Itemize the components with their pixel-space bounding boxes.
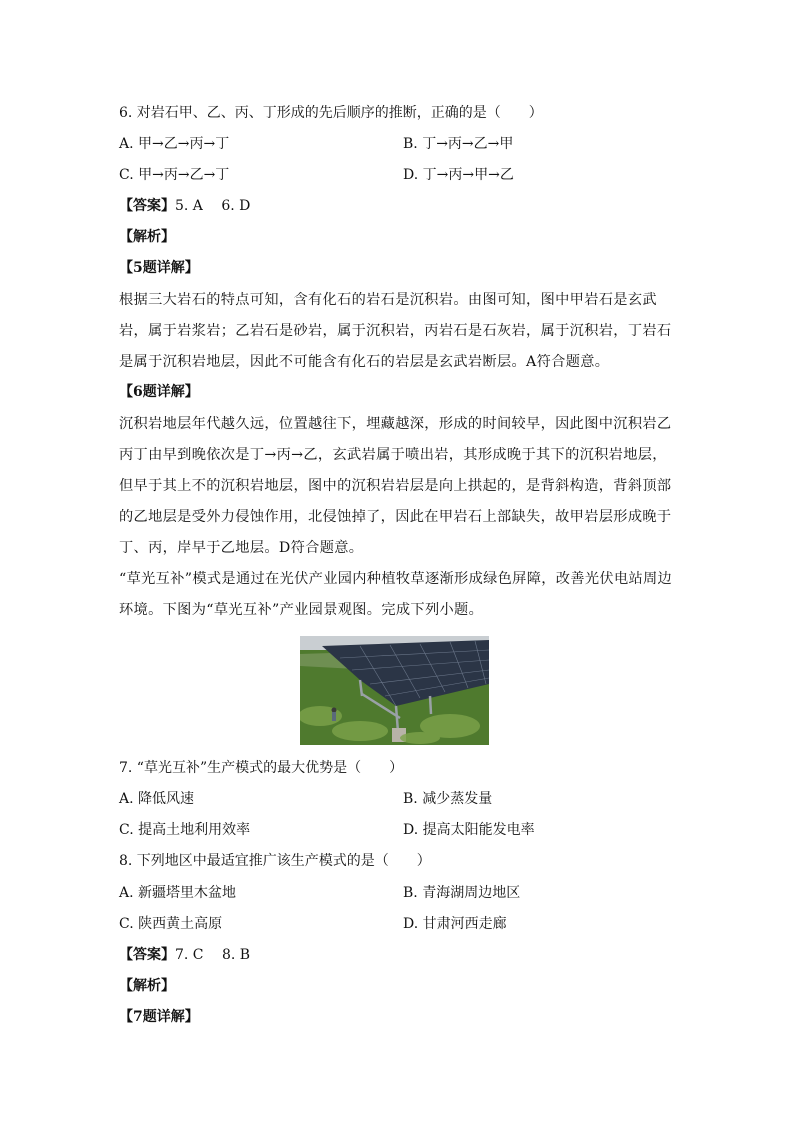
detail-6-text: 沉积岩地层年代越久远，位置越往下，埋藏越深，形成的时间较早，因此图中沉积岩乙丙丁由早到晚依次是丁→丙→乙，玄武岩属于喷出岩，其形成晚于其下的沉积岩地层，但早于其上不的沉积岩地层，图中的沉积岩岩层是向上拱起的，是背斜构造，背斜顶部的乙地层是受外力侵蚀作用，北侵蚀掉了，因此在甲岩石上部缺失，故甲岩层形成晚于丁、丙，岸早于乙地层。D符合题意。	[119, 416, 672, 556]
answer-line-7-8	[119, 945, 250, 965]
q7-option-c: C. 提高土地利用效率	[119, 822, 251, 838]
q8-option-d: D. 甘肃河西走廊	[403, 916, 507, 932]
answer-label: 【答案】	[119, 198, 175, 214]
answer-line-5-6	[119, 196, 250, 216]
intro-text: “草光互补”模式是通过在光伏产业园内种植牧草逐渐形成绿色屏障，改善光伏电站周边环境。下图为“草光互补”产业园景观图。完成下列小题。	[119, 571, 673, 618]
detail-5-text: 根据三大岩石的特点可知，含有化石的岩石是沉积岩。由图可知，图中甲岩石是玄武岩，属于岩浆岩；乙岩石是砂岩，属于沉积岩，丙岩石是石灰岩，属于沉积岩，丁岩石是属于沉积岩地层，因此不可能含有化石的岩层是玄武岩断层。A符合题意。	[119, 292, 672, 370]
q8-option-a: A. 新疆塔里木盆地	[119, 885, 237, 901]
q7-option-d: D. 提高太阳能发电率	[403, 822, 535, 838]
analysis-heading: 【解析】	[119, 229, 175, 245]
q8-option-b: B. 青海湖周边地区	[403, 885, 521, 901]
solar-grass-photo	[300, 636, 489, 745]
q7-option-b: B. 减少蒸发量	[403, 791, 493, 807]
detail-6-heading: 【6题详解】	[119, 384, 199, 400]
q6-option-d: D. 丁→丙→甲→乙	[403, 167, 514, 183]
person-figure	[332, 708, 337, 722]
q7-option-a: A. 降低风速	[119, 791, 195, 807]
q6-option-a: A. 甲→乙→丙→丁	[119, 136, 230, 152]
question-7-stem: 7. “草光互补”生产模式的最大优势是（ ）	[119, 760, 404, 776]
photo-illustration	[300, 636, 489, 745]
q6-option-b: B. 丁→丙→乙→甲	[403, 136, 514, 152]
question-8-stem: 8. 下列地区中最适宜推广该生产模式的是（ ）	[119, 853, 431, 869]
q6-option-c: C. 甲→丙→乙→丁	[119, 167, 230, 183]
analysis-heading: 【解析】	[119, 978, 175, 994]
answer-text: 7. C 8. B	[175, 947, 251, 963]
answer-text: 5. A 6. D	[175, 198, 251, 214]
question-6-stem: 6. 对岩石甲、乙、丙、丁形成的先后顺序的推断，正确的是（ ）	[119, 105, 543, 121]
q8-option-c: C. 陕西黄土高原	[119, 916, 223, 932]
detail-7-heading: 【7题详解】	[119, 1009, 199, 1025]
detail-5-heading: 【5题详解】	[119, 260, 199, 276]
answer-label: 【答案】	[119, 947, 175, 963]
